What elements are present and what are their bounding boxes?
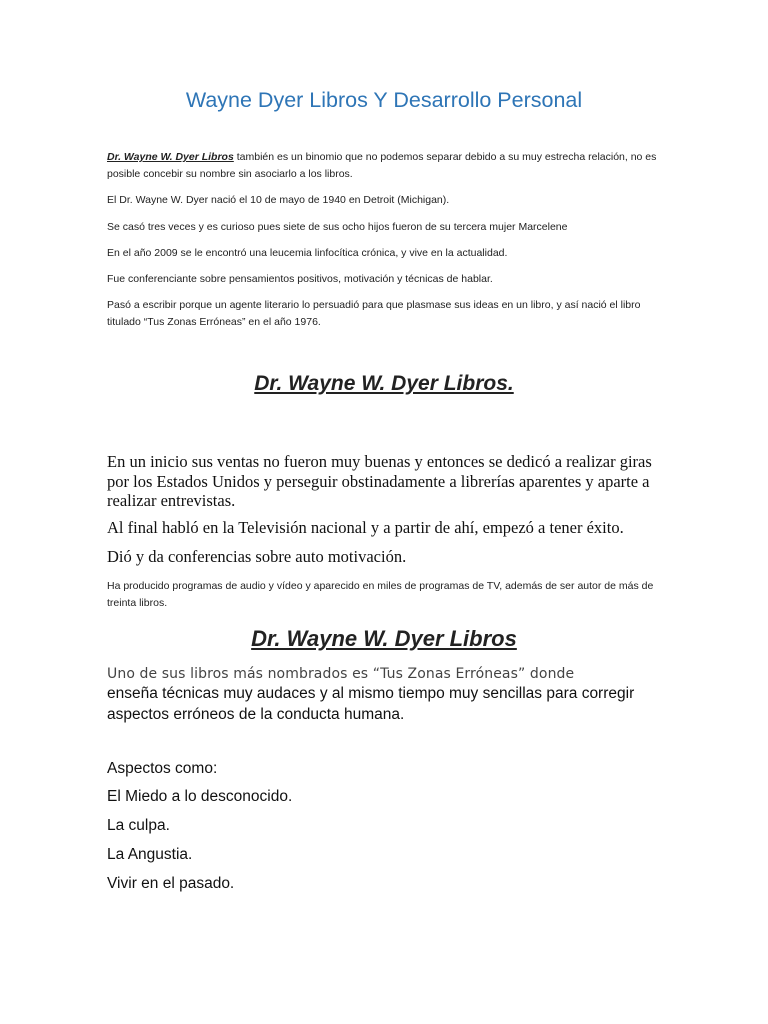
aspects-intro: Aspectos como: bbox=[107, 760, 218, 777]
aspect-item: La Angustia. bbox=[107, 846, 193, 863]
aspect-item: El Miedo a lo desconocido. bbox=[107, 788, 293, 805]
section-heading-2: Dr. Wayne W. Dyer Libros bbox=[251, 626, 517, 651]
aspect-item: Vivir en el pasado. bbox=[107, 875, 235, 892]
married-paragraph: Se casó tres veces y es curioso pues siete de sus ocho hijos fueron de su tercera mujer Marcelene bbox=[107, 221, 568, 233]
programs-paragraph: Ha producido programas de audio y vídeo y aparecido en miles de programas de TV, además de ser autor de más de treinta libros. bbox=[107, 580, 654, 609]
section-heading-1: Dr. Wayne W. Dyer Libros. bbox=[254, 372, 514, 395]
aspect-item: La culpa. bbox=[107, 817, 170, 834]
intro-paragraph bbox=[107, 149, 667, 183]
conferences-paragraph: Dió y da conferencias sobre auto motivación. bbox=[107, 547, 407, 566]
speaker-paragraph: Fue conferenciante sobre pensamientos positivos, motivación y técnicas de hablar. bbox=[107, 273, 493, 285]
tv-paragraph: Al final habló en la Televisión nacional y a partir de ahí, empezó a tener éxito. bbox=[107, 518, 624, 537]
document-title: Wayne Dyer Libros Y Desarrollo Personal bbox=[185, 88, 583, 112]
sales-paragraph: En un inicio sus ventas no fueron muy buenas y entonces se dedicó a realizar giras por los Estados Unidos y perseguir obstinadamente a librerías aparentes y aparte a realizar entrevistas. bbox=[107, 452, 652, 510]
writing-paragraph: Pasó a escribir porque un agente literario lo persuadió para que plasmase sus ideas en un libro, y así nació el libro titulado “Tus Zonas Erróneas” en el año 1976. bbox=[107, 299, 641, 328]
leukemia-paragraph: En el año 2009 se le encontró una leucemia linfocítica crónica, y vive en la actualidad. bbox=[107, 247, 508, 259]
book-paragraph-line1: Uno de sus libros más nombrados es “Tus Zonas Erróneas” donde bbox=[107, 666, 575, 682]
intro-rest: también es un binomio que no podemos separar debido a su muy estrecha relación, no es posible concebir su nombre sin asociarlo a los libros. bbox=[107, 151, 657, 180]
birth-paragraph: El Dr. Wayne W. Dyer nació el 10 de mayo de 1940 en Detroit (Michigan). bbox=[107, 194, 450, 206]
book-paragraph-rest: enseña técnicas muy audaces y al mismo tiempo muy sencillas para corregir aspectos erróneos de la conducta humana. bbox=[107, 685, 635, 723]
intro-lead: Dr. Wayne W. Dyer Libros bbox=[107, 151, 234, 163]
